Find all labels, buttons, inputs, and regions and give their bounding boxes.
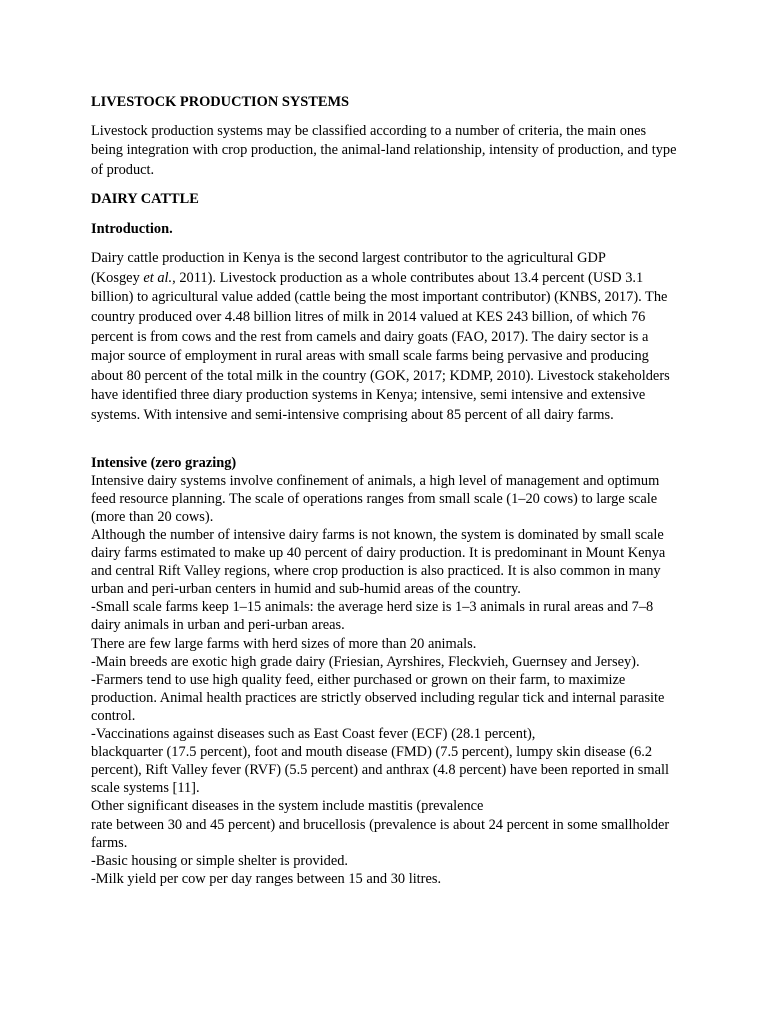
intensive-line: -Vaccinations against diseases such as East Coast fever (ECF) (28.1 percent), bbox=[91, 726, 536, 743]
section-heading-dairy-cattle: DAIRY CATTLE bbox=[91, 191, 199, 208]
subheading-introduction: Introduction. bbox=[91, 220, 173, 237]
document-body bbox=[91, 93, 681, 888]
intensive-line: Although the number of intensive dairy farms is not known, the system is dominated by small scale dairy farms estimated to make up 40 percent of dairy production. It is predominant in Mount Kenya and central Rift Valley regions, where crop production is also practiced. It is also common in many urban and peri-urban centers in humid and sub-humid areas of the country. bbox=[91, 527, 666, 598]
intro-text-citation-italic: et al. bbox=[143, 269, 173, 286]
intro-text-line2-prefix: (Kosgey bbox=[91, 269, 144, 286]
intensive-heading: Intensive (zero grazing) bbox=[91, 454, 237, 471]
document-title: LIVESTOCK PRODUCTION SYSTEMS bbox=[91, 94, 350, 110]
intensive-line: -Main breeds are exotic high grade dairy (Friesian, Ayrshires, Fleckvieh, Guernsey and Jersey). bbox=[91, 653, 640, 670]
intensive-line: -Basic housing or simple shelter is provided. bbox=[91, 852, 348, 869]
intensive-line: -Farmers tend to use high quality feed, either purchased or grown on their farm, to maximize production. Animal health practices are strictly observed including regular tick and internal parasite control. bbox=[91, 671, 665, 724]
intensive-line: -Small scale farms keep 1–15 animals: the average herd size is 1–3 animals in rural areas and 7–8 dairy animals in urban and peri-urban areas. bbox=[91, 599, 654, 634]
intro-text-line2-suffix: , 2011). Livestock production as a whole contributes about 13.4 percent (USD 3.1 bbox=[172, 269, 644, 286]
introduction-paragraph bbox=[91, 249, 681, 425]
intro-text-rest: billion) to agricultural value added (cattle being the most important contributor) (KNBS, 2017). The country produced over 4.48 billion litres of milk in 2014 valued at KES 243 billion, of which 76 percent is from cows and the rest from camels and dairy goats (FAO, 2017). The dairy sector is a major source of employment in rural areas with small scale farms being pervasive and producing about 80 percent of the total milk in the country (GOK, 2017; KDMP, 2010). Livestock stakeholders have identified three diary production systems in Kenya; intensive, semi intensive and extensive systems. With intensive and semi-intensive comprising about 85 percent of all dairy farms. bbox=[91, 289, 670, 424]
intensive-line: Other significant diseases in the system include mastitis (prevalence bbox=[91, 798, 484, 815]
intensive-line: -Milk yield per cow per day ranges between 15 and 30 litres. bbox=[91, 870, 442, 887]
intro-paragraph: Livestock production systems may be classified according to a number of criteria, the main ones being integration with crop production, the animal-land relationship, intensity of production, and type of product. bbox=[91, 122, 677, 178]
intro-text-line2 bbox=[91, 269, 681, 289]
intensive-section bbox=[91, 454, 681, 888]
intensive-line: blackquarter (17.5 percent), foot and mouth disease (FMD) (7.5 percent), lumpy skin disease (6.2 percent), Rift Valley fever (RVF) (5.5 percent) and anthrax (4.8 percent) have been reported in small scale systems [11]. bbox=[91, 744, 669, 797]
intensive-line: rate between 30 and 45 percent) and brucellosis (prevalence is about 24 percent in some smallholder farms. bbox=[91, 816, 670, 851]
intensive-line: Intensive dairy systems involve confinement of animals, a high level of management and optimum feed resource planning. The scale of operations ranges from small scale (1–20 cows) to large scale (more than 20 cows). bbox=[91, 472, 660, 525]
intro-text-line1: Dairy cattle production in Kenya is the second largest contributor to the agricultural GDP bbox=[91, 250, 606, 267]
intensive-line: There are few large farms with herd sizes of more than 20 animals. bbox=[91, 635, 477, 652]
